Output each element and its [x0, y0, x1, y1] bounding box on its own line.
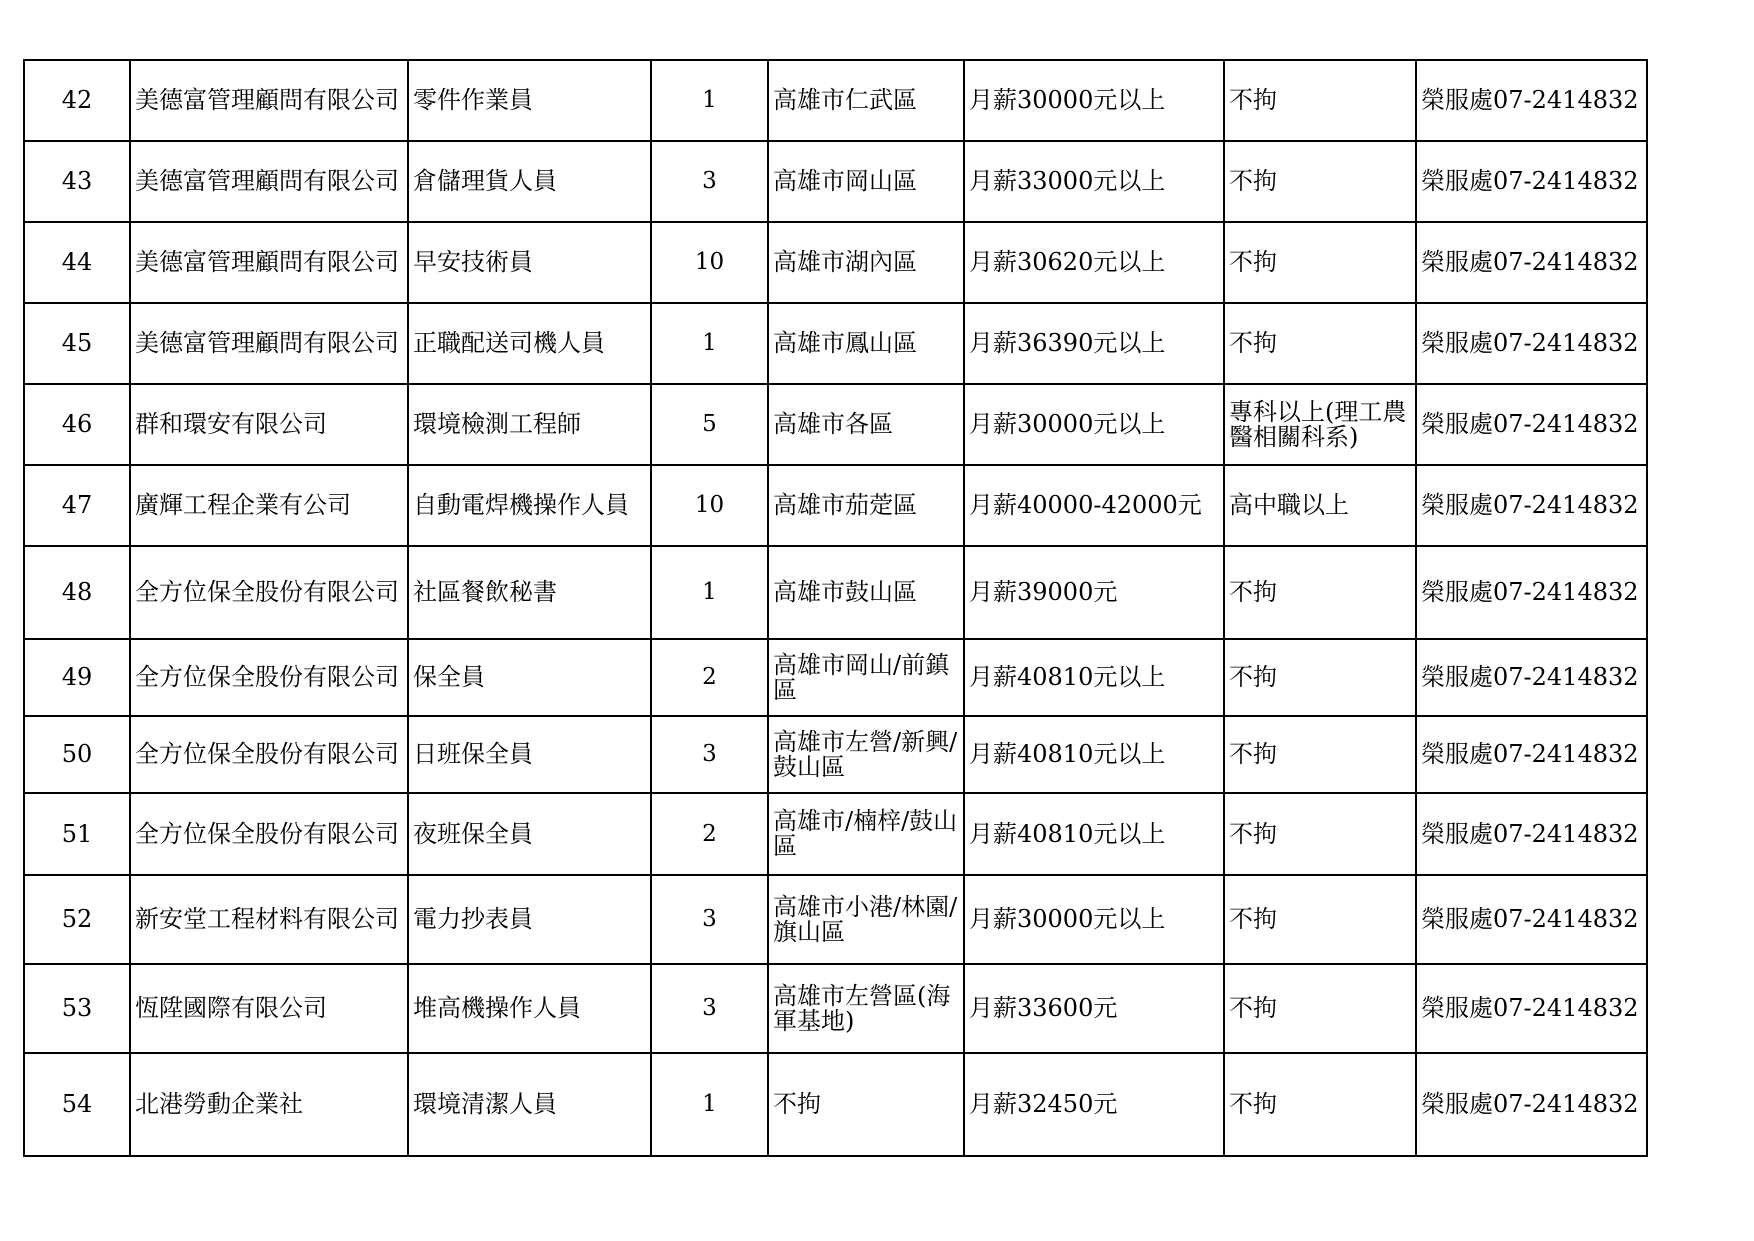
company-name: 全方位保全股份有限公司 [130, 639, 408, 716]
company-name: 美德富管理顧問有限公司 [130, 303, 408, 384]
salary: 月薪30000元以上 [964, 384, 1224, 465]
company-name: 廣輝工程企業有公司 [130, 465, 408, 546]
hiring-count: 1 [651, 1053, 768, 1156]
hiring-count: 2 [651, 793, 768, 875]
work-location: 高雄市小港/林園/旗山區 [768, 875, 964, 964]
row-number: 47 [24, 465, 130, 546]
education-requirement: 不拘 [1224, 60, 1416, 141]
contact-info: 榮服處07-2414832 [1416, 875, 1647, 964]
hiring-count: 2 [651, 639, 768, 716]
education-requirement: 不拘 [1224, 303, 1416, 384]
contact-info: 榮服處07-2414832 [1416, 141, 1647, 222]
hiring-count: 10 [651, 222, 768, 303]
contact-info: 榮服處07-2414832 [1416, 964, 1647, 1053]
hiring-count: 3 [651, 964, 768, 1053]
salary: 月薪30000元以上 [964, 60, 1224, 141]
table-row [24, 716, 1647, 793]
job-position: 自動電焊機操作人員 [408, 465, 651, 546]
work-location: 高雄市岡山區 [768, 141, 964, 222]
row-number: 51 [24, 793, 130, 875]
job-position: 保全員 [408, 639, 651, 716]
company-name: 全方位保全股份有限公司 [130, 716, 408, 793]
work-location: 高雄市鳳山區 [768, 303, 964, 384]
table-row [24, 465, 1647, 546]
company-name: 美德富管理顧問有限公司 [130, 60, 408, 141]
salary: 月薪40810元以上 [964, 716, 1224, 793]
table-row [24, 222, 1647, 303]
job-position: 正職配送司機人員 [408, 303, 651, 384]
contact-info: 榮服處07-2414832 [1416, 793, 1647, 875]
education-requirement: 不拘 [1224, 141, 1416, 222]
hiring-count: 3 [651, 716, 768, 793]
table-row [24, 141, 1647, 222]
education-requirement: 不拘 [1224, 1053, 1416, 1156]
work-location: 高雄市鼓山區 [768, 546, 964, 639]
contact-info: 榮服處07-2414832 [1416, 303, 1647, 384]
company-name: 全方位保全股份有限公司 [130, 546, 408, 639]
hiring-count: 1 [651, 303, 768, 384]
row-number: 50 [24, 716, 130, 793]
work-location: 高雄市各區 [768, 384, 964, 465]
work-location: 高雄市左營區(海軍基地) [768, 964, 964, 1053]
table-row [24, 303, 1647, 384]
salary: 月薪32450元 [964, 1053, 1224, 1156]
contact-info: 榮服處07-2414832 [1416, 384, 1647, 465]
table-row [24, 875, 1647, 964]
hiring-count: 3 [651, 875, 768, 964]
hiring-count: 1 [651, 546, 768, 639]
salary: 月薪40810元以上 [964, 639, 1224, 716]
company-name: 恆陞國際有限公司 [130, 964, 408, 1053]
job-position: 環境檢測工程師 [408, 384, 651, 465]
row-number: 52 [24, 875, 130, 964]
table-row [24, 793, 1647, 875]
row-number: 46 [24, 384, 130, 465]
contact-info: 榮服處07-2414832 [1416, 465, 1647, 546]
row-number: 44 [24, 222, 130, 303]
education-requirement: 不拘 [1224, 639, 1416, 716]
company-name: 美德富管理顧問有限公司 [130, 141, 408, 222]
job-position: 社區餐飲秘書 [408, 546, 651, 639]
job-position: 倉儲理貨人員 [408, 141, 651, 222]
contact-info: 榮服處07-2414832 [1416, 546, 1647, 639]
hiring-count: 5 [651, 384, 768, 465]
education-requirement: 不拘 [1224, 222, 1416, 303]
company-name: 北港勞動企業社 [130, 1053, 408, 1156]
table-row [24, 1053, 1647, 1156]
education-requirement: 不拘 [1224, 964, 1416, 1053]
job-position: 堆高機操作人員 [408, 964, 651, 1053]
table-row [24, 964, 1647, 1053]
salary: 月薪40000-42000元 [964, 465, 1224, 546]
job-position: 零件作業員 [408, 60, 651, 141]
contact-info: 榮服處07-2414832 [1416, 1053, 1647, 1156]
salary: 月薪40810元以上 [964, 793, 1224, 875]
salary: 月薪39000元 [964, 546, 1224, 639]
education-requirement: 不拘 [1224, 793, 1416, 875]
work-location: 高雄市/楠梓/鼓山區 [768, 793, 964, 875]
contact-info: 榮服處07-2414832 [1416, 716, 1647, 793]
table-row [24, 546, 1647, 639]
hiring-count: 10 [651, 465, 768, 546]
row-number: 48 [24, 546, 130, 639]
education-requirement: 不拘 [1224, 546, 1416, 639]
contact-info: 榮服處07-2414832 [1416, 639, 1647, 716]
row-number: 45 [24, 303, 130, 384]
company-name: 新安堂工程材料有限公司 [130, 875, 408, 964]
education-requirement: 專科以上(理工農醫相關科系) [1224, 384, 1416, 465]
table-row [24, 60, 1647, 141]
hiring-count: 3 [651, 141, 768, 222]
salary: 月薪30620元以上 [964, 222, 1224, 303]
work-location: 高雄市岡山/前鎮區 [768, 639, 964, 716]
company-name: 群和環安有限公司 [130, 384, 408, 465]
job-position: 早安技術員 [408, 222, 651, 303]
row-number: 43 [24, 141, 130, 222]
work-location: 不拘 [768, 1053, 964, 1156]
job-position: 日班保全員 [408, 716, 651, 793]
job-position: 夜班保全員 [408, 793, 651, 875]
table-row [24, 384, 1647, 465]
education-requirement: 不拘 [1224, 875, 1416, 964]
salary: 月薪33600元 [964, 964, 1224, 1053]
row-number: 54 [24, 1053, 130, 1156]
row-number: 53 [24, 964, 130, 1053]
work-location: 高雄市茄萣區 [768, 465, 964, 546]
job-position: 電力抄表員 [408, 875, 651, 964]
salary: 月薪36390元以上 [964, 303, 1224, 384]
company-name: 美德富管理顧問有限公司 [130, 222, 408, 303]
company-name: 全方位保全股份有限公司 [130, 793, 408, 875]
table-row [24, 639, 1647, 716]
hiring-count: 1 [651, 60, 768, 141]
row-number: 42 [24, 60, 130, 141]
salary: 月薪30000元以上 [964, 875, 1224, 964]
contact-info: 榮服處07-2414832 [1416, 222, 1647, 303]
work-location: 高雄市仁武區 [768, 60, 964, 141]
job-listing-table [23, 59, 1648, 1157]
contact-info: 榮服處07-2414832 [1416, 60, 1647, 141]
work-location: 高雄市湖內區 [768, 222, 964, 303]
row-number: 49 [24, 639, 130, 716]
education-requirement: 不拘 [1224, 716, 1416, 793]
education-requirement: 高中職以上 [1224, 465, 1416, 546]
work-location: 高雄市左營/新興/鼓山區 [768, 716, 964, 793]
job-position: 環境清潔人員 [408, 1053, 651, 1156]
salary: 月薪33000元以上 [964, 141, 1224, 222]
